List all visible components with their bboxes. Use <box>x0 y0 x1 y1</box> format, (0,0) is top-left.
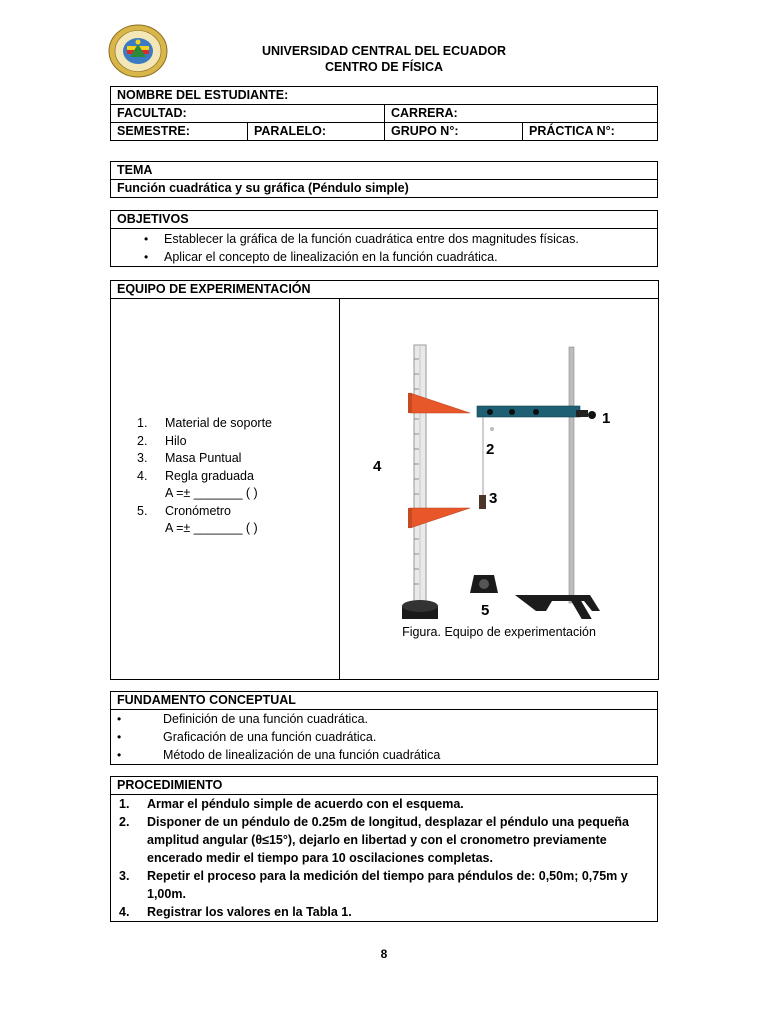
equipo-list <box>137 415 272 538</box>
procedimiento-list <box>117 795 651 921</box>
figure-label-2: 2 <box>486 441 495 458</box>
figure-caption: Figura. Equipo de experimentación <box>402 625 596 639</box>
figure-label-5: 5 <box>481 602 490 619</box>
equipo-list-cell <box>111 299 340 680</box>
procedimiento-step: 2. Disponer de un péndulo de 0.25m de longitud, desplazar el péndulo una pequeña amplitud angular (θ≤15°), dejarlo en libertad y con el cronometro previamente encerado medir el tiempo para 10 oscilaciones completas. <box>119 815 630 865</box>
procedimiento-title: PROCEDIMIENTO <box>111 777 658 795</box>
fundamento-item: • Graficación de una función cuadrática. <box>117 730 377 744</box>
equipo-item: 2. Hilo <box>137 433 187 448</box>
semestre-label: SEMESTRE: <box>111 123 248 141</box>
procedimiento-step: 4. Registrar los valores en la Tabla 1. <box>119 905 352 919</box>
procedimiento-step: 1. Armar el péndulo simple de acuerdo con el esquema. <box>119 797 464 811</box>
practica-label: PRÁCTICA N°: <box>523 123 658 141</box>
tema-title: TEMA <box>111 162 658 180</box>
facultad-label: FACULTAD: <box>111 105 385 123</box>
paralelo-label: PARALELO: <box>248 123 385 141</box>
equipo-item: 4. Regla graduada <box>137 468 254 483</box>
equipo-item: 3. Masa Puntual <box>137 451 242 465</box>
tema-section <box>110 161 658 198</box>
uncertainty-line: A =± _______ ( ) <box>165 486 258 500</box>
objetivo-item: • Aplicar el concepto de linealización en la función cuadrática. <box>144 249 498 264</box>
page-number: 8 <box>380 947 388 961</box>
figure-label-4: 4 <box>373 458 382 475</box>
procedimiento-section <box>110 776 658 922</box>
carrera-label: CARRERA: <box>385 105 658 123</box>
objetivos-section <box>110 210 658 267</box>
figure-label-3: 3 <box>489 490 498 507</box>
fundamento-title: FUNDAMENTO CONCEPTUAL <box>111 692 658 710</box>
objetivos-title: OBJETIVOS <box>111 211 658 229</box>
objetivo-item: • Establecer la gráfica de la función cuadrática entre dos magnitudes físicas. <box>144 231 579 246</box>
equipo-item: 1. Material de soporte <box>137 416 273 430</box>
student-name-label: NOMBRE DEL ESTUDIANTE: <box>111 87 658 105</box>
fundamento-item: • Definición de una función cuadrática. <box>117 712 368 726</box>
equipo-section <box>110 280 659 680</box>
procedimiento-step: 3. Repetir el proceso para la medición del tiempo para péndulos de: 0,50m; 0,75m y 1,00m. <box>119 869 628 901</box>
equipo-figure-cell <box>340 299 659 680</box>
equipo-title: EQUIPO DE EXPERIMENTACIÓN <box>111 281 659 299</box>
fundamento-section <box>110 691 658 765</box>
center-name: CENTRO DE FÍSICA <box>324 60 444 74</box>
university-name: UNIVERSIDAD CENTRAL DEL ECUADOR <box>261 44 506 58</box>
grupo-label: GRUPO N°: <box>385 123 523 141</box>
equipo-item: 5. Cronómetro <box>137 503 231 518</box>
student-info-table <box>110 86 658 141</box>
fundamento-item: • Método de linealización de una función cuadrática <box>117 748 441 762</box>
pendulum-apparatus-figure <box>340 299 658 619</box>
figure-label-1: 1 <box>602 410 611 427</box>
uncertainty-line: A =± _______ ( ) <box>165 521 258 535</box>
tema-text: Función cuadrática y su gráfica (Péndulo simple) <box>111 180 658 198</box>
